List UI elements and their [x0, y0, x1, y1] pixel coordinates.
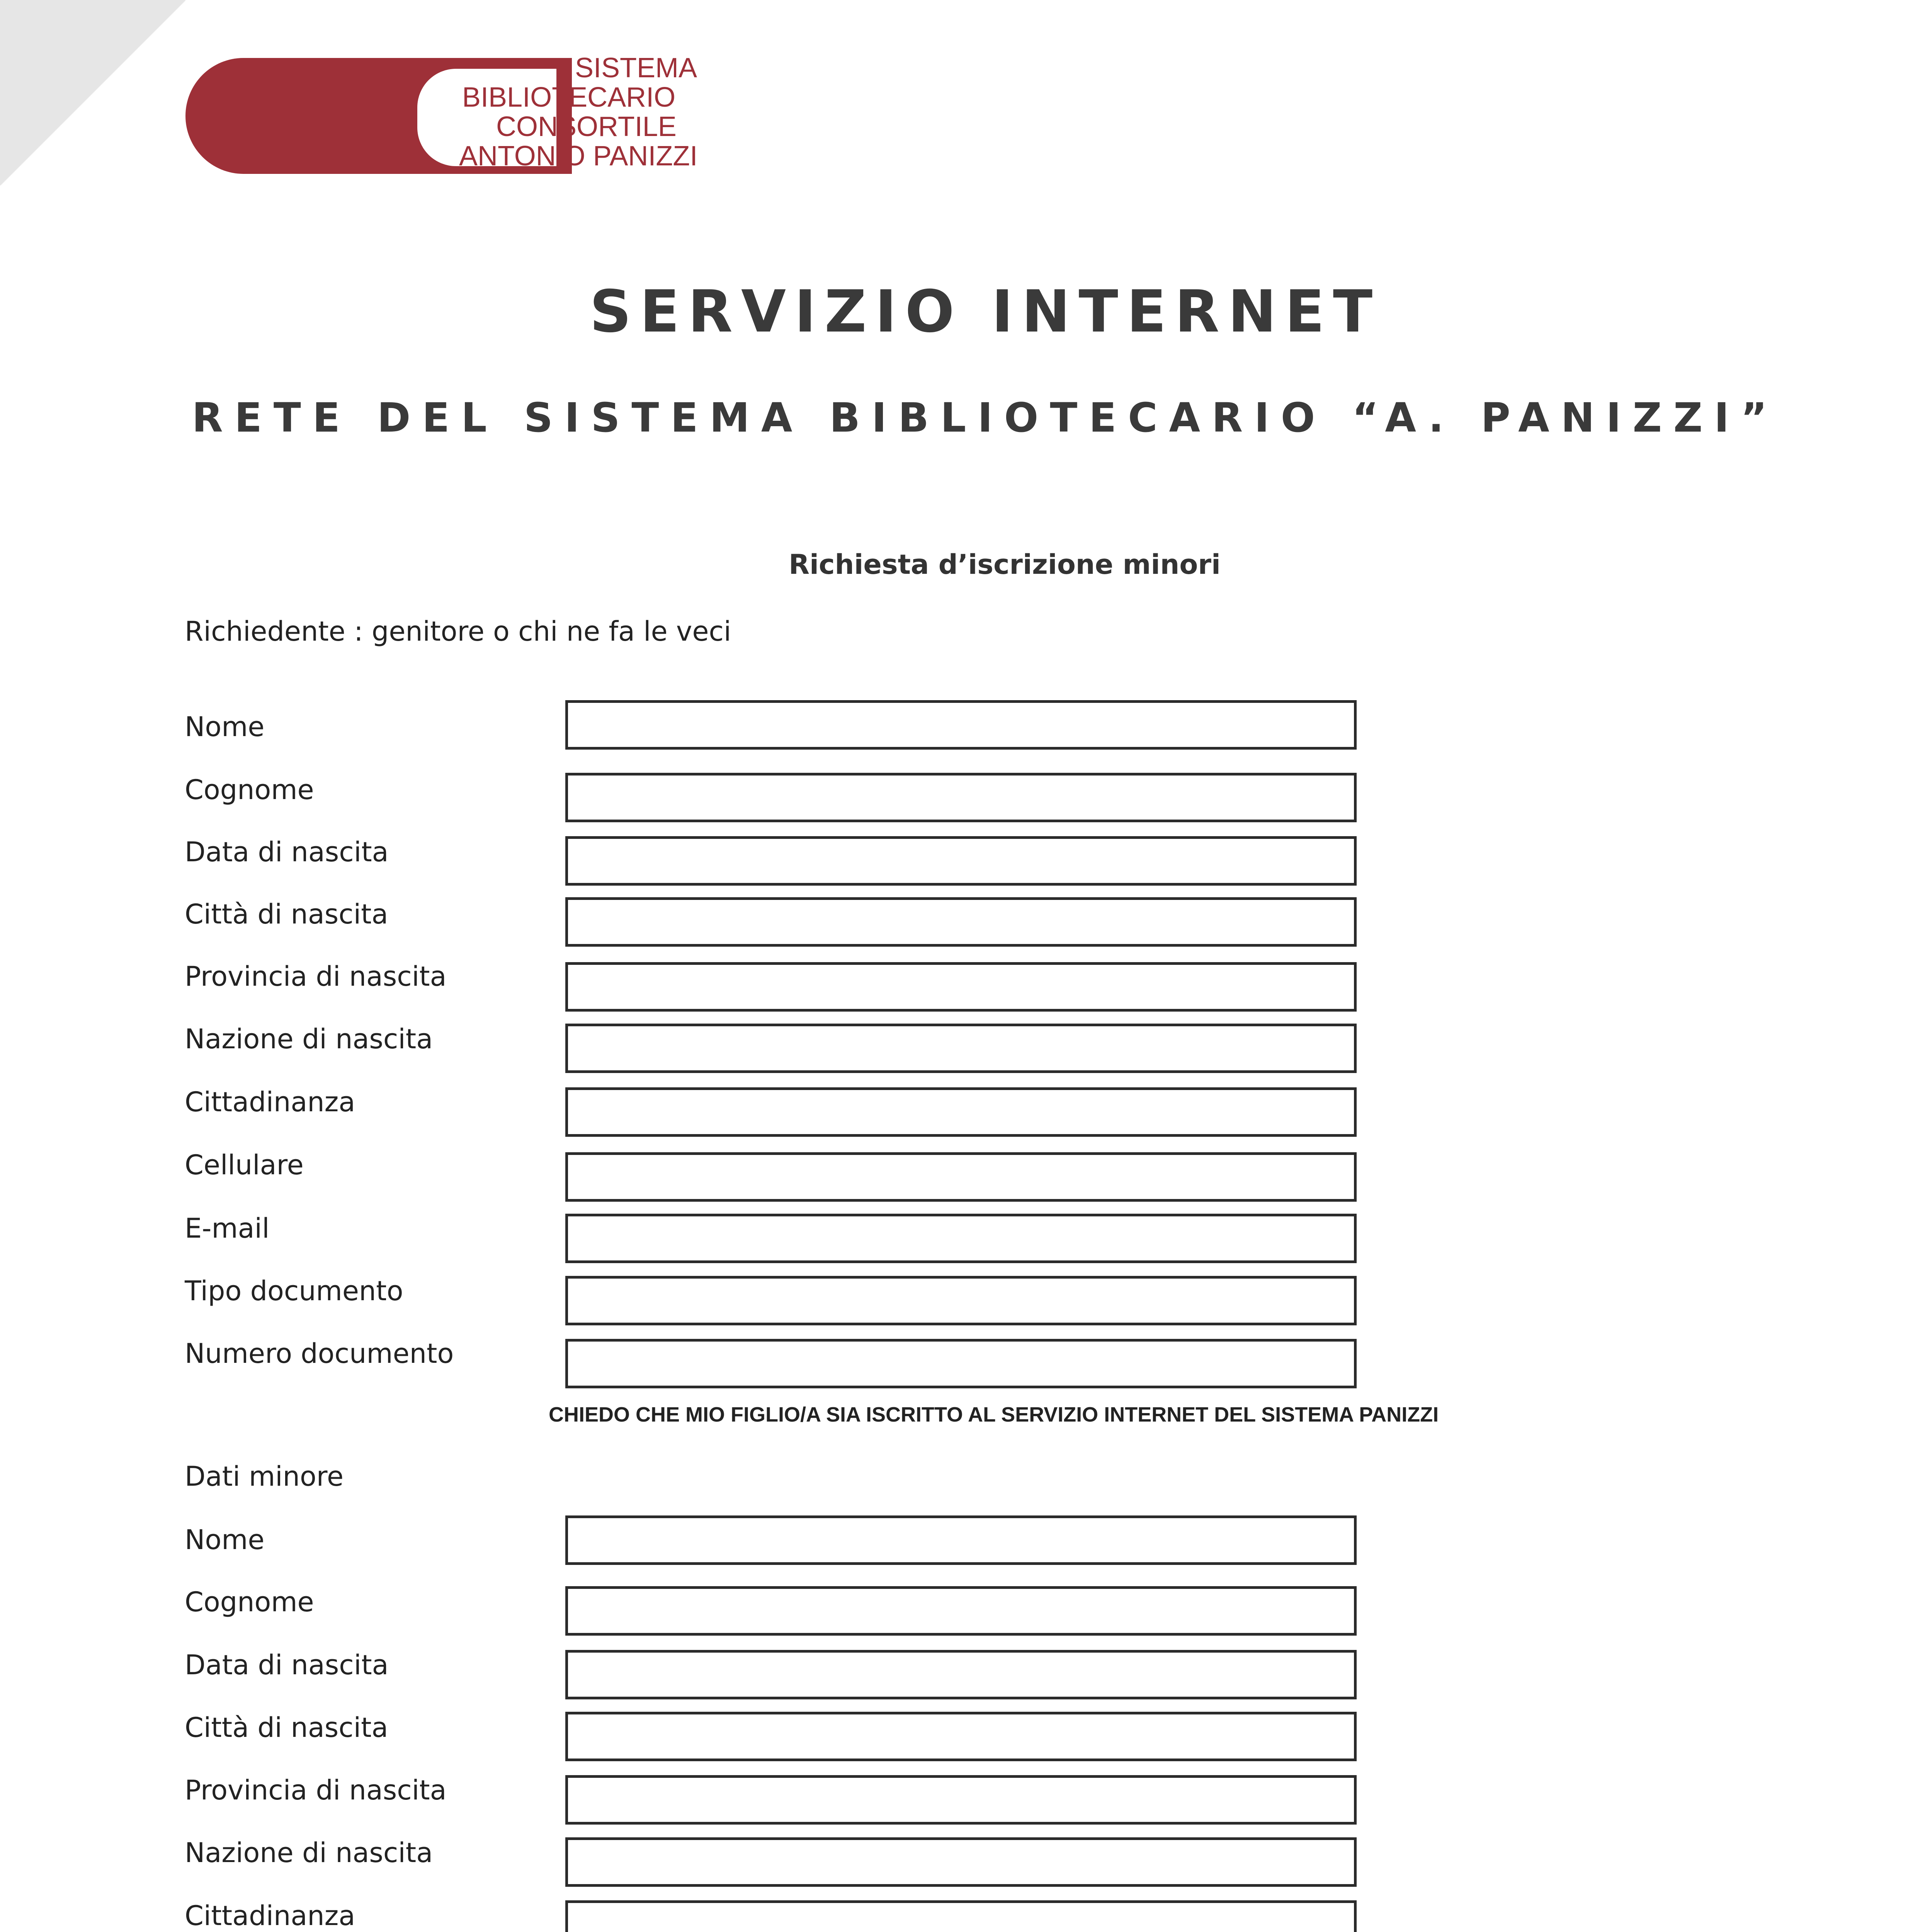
minor-label-provincia-nascita: Provincia di nascita: [185, 1774, 447, 1806]
applicant-label-nazione-nascita: Nazione di nascita: [185, 1023, 433, 1055]
applicant-cittadinanza-field[interactable]: [565, 1087, 1357, 1137]
applicant-label-numero-documento: Numero documento: [185, 1338, 454, 1369]
form-heading: Richiesta d’iscrizione minori: [789, 549, 1221, 580]
applicant-label-email: E-mail: [185, 1213, 270, 1244]
minor-section-title: Dati minore: [185, 1461, 344, 1492]
logo-text-line: BIBLIOTECARIO: [462, 82, 676, 113]
minor-label-nome: Nome: [185, 1524, 265, 1556]
minor-cognome-field[interactable]: [565, 1586, 1357, 1636]
applicant-label-cittadinanza: Cittadinanza: [185, 1086, 355, 1118]
applicant-label-cognome: Cognome: [185, 774, 314, 806]
minor-citta-nascita-field[interactable]: [565, 1712, 1357, 1761]
minor-data-nascita-field[interactable]: [565, 1650, 1357, 1699]
applicant-cognome-field[interactable]: [565, 773, 1357, 822]
minor-nazione-nascita-field[interactable]: [565, 1837, 1357, 1887]
folded-corner: [0, 0, 185, 185]
applicant-label-tipo-documento: Tipo documento: [185, 1275, 403, 1307]
logo-text-line: SISTEMA: [575, 53, 697, 83]
minor-label-nazione-nascita: Nazione di nascita: [185, 1837, 433, 1869]
minor-label-cognome: Cognome: [185, 1586, 314, 1618]
page-subtitle: RETE DEL SISTEMA BIBLIOTECARIO “A. PANIZZI”: [192, 394, 1779, 441]
minor-cittadinanza-field[interactable]: [565, 1900, 1357, 1932]
applicant-data-nascita-field[interactable]: [565, 836, 1357, 886]
minor-nome-field[interactable]: [565, 1515, 1357, 1565]
logo-text-line: ANTONIO PANIZZI: [459, 141, 698, 172]
request-statement: CHIEDO CHE MIO FIGLIO/A SIA ISCRITTO AL SERVIZIO INTERNET DEL SISTEMA PANIZZI: [549, 1403, 1439, 1426]
applicant-intro: Richiedente : genitore o chi ne fa le veci: [185, 616, 731, 647]
minor-provincia-nascita-field[interactable]: [565, 1775, 1357, 1825]
page-title: SERVIZIO INTERNET: [589, 278, 1381, 345]
applicant-label-citta-nascita: Città di nascita: [185, 898, 388, 930]
applicant-tipo-documento-field[interactable]: [565, 1276, 1357, 1325]
applicant-numero-documento-field[interactable]: [565, 1339, 1357, 1388]
applicant-nome-field[interactable]: [565, 700, 1357, 750]
applicant-nazione-nascita-field[interactable]: [565, 1024, 1357, 1073]
applicant-label-nome: Nome: [185, 711, 265, 743]
minor-label-citta-nascita: Città di nascita: [185, 1712, 388, 1743]
applicant-label-provincia-nascita: Provincia di nascita: [185, 961, 447, 992]
applicant-label-data-nascita: Data di nascita: [185, 836, 389, 868]
logo-text-line: CONSORTILE: [496, 111, 677, 142]
applicant-provincia-nascita-field[interactable]: [565, 962, 1357, 1012]
applicant-label-cellulare: Cellulare: [185, 1149, 304, 1181]
applicant-cellulare-field[interactable]: [565, 1152, 1357, 1202]
applicant-citta-nascita-field[interactable]: [565, 897, 1357, 947]
minor-label-data-nascita: Data di nascita: [185, 1649, 389, 1681]
applicant-email-field[interactable]: [565, 1214, 1357, 1263]
minor-label-cittadinanza: Cittadinanza: [185, 1900, 355, 1932]
